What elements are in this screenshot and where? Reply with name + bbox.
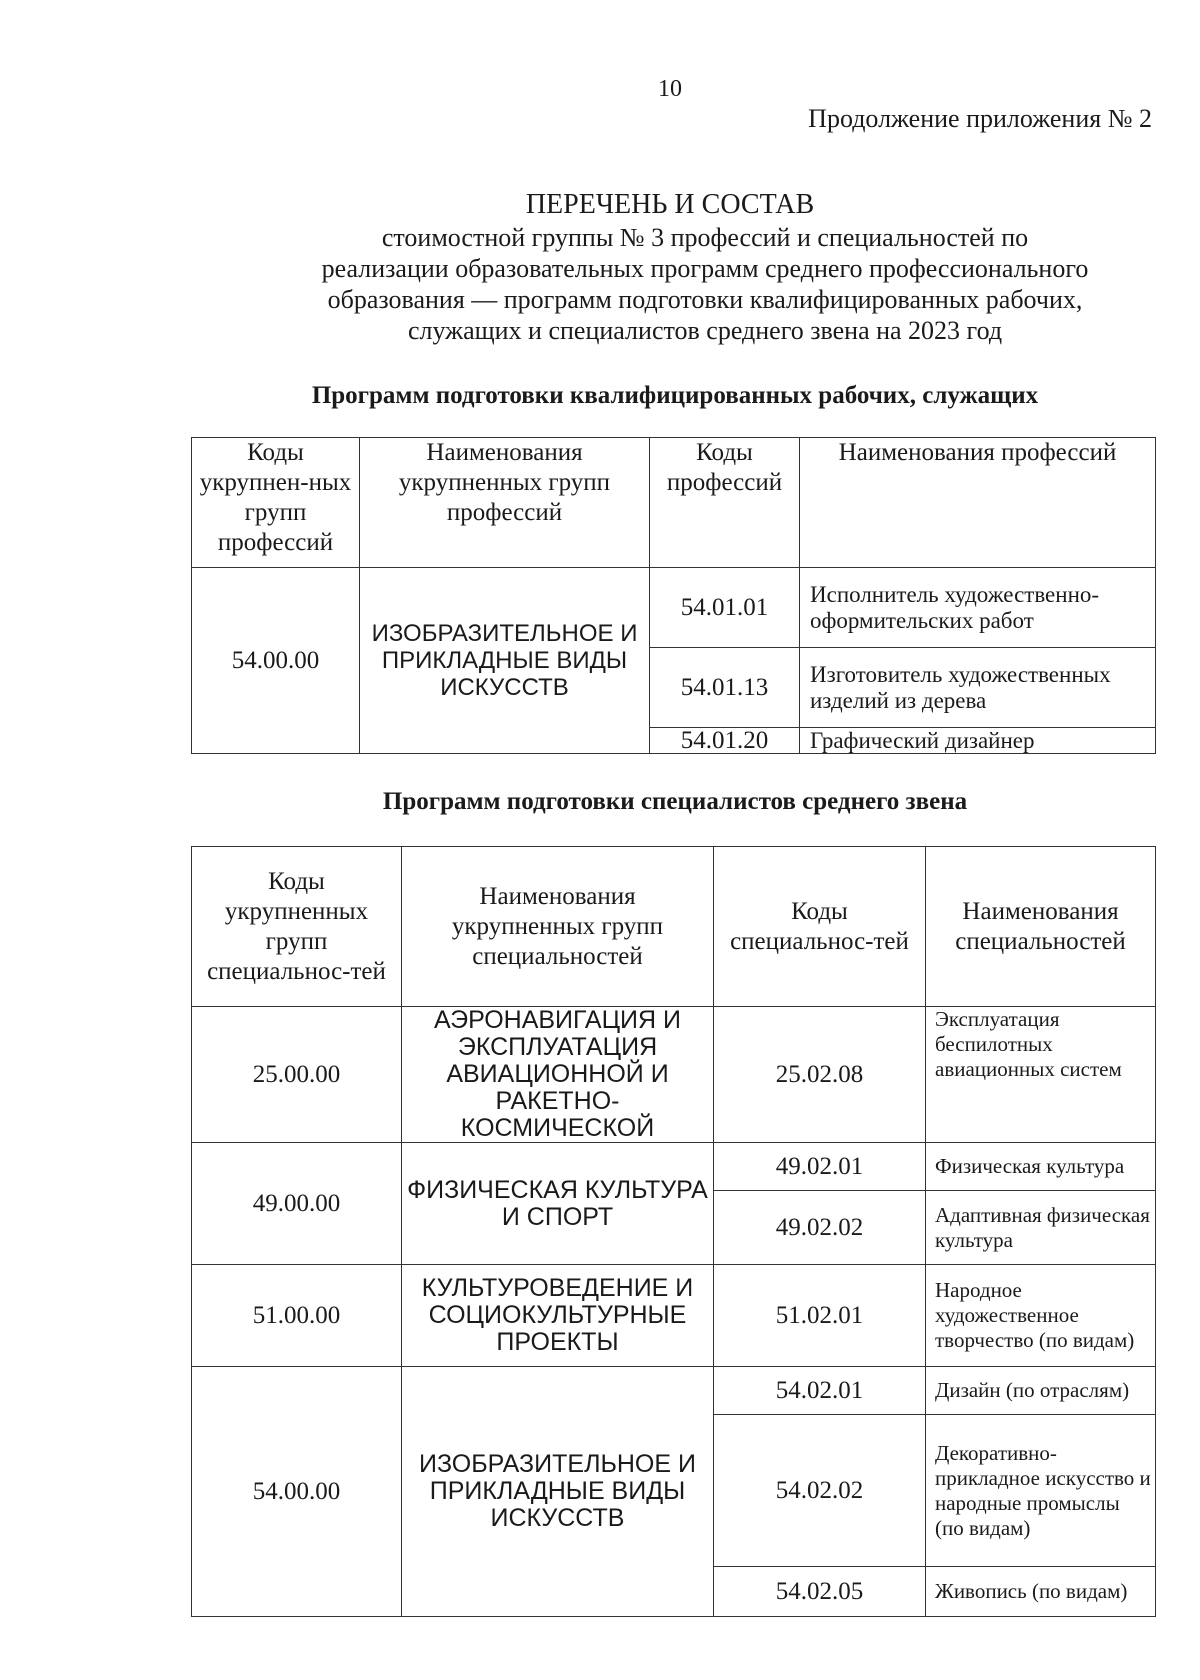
- table-row: [192, 1265, 1156, 1367]
- group-code-cell: 54.00.00: [192, 568, 360, 754]
- table-header-row: [192, 847, 1156, 1007]
- specialty-name-cell: Живопись (по видам): [926, 1567, 1156, 1617]
- specialty-code-cell: 54.02.01: [714, 1367, 926, 1415]
- section-heading-specialists: Программ подготовки специалистов среднего звена: [382, 788, 968, 815]
- profession-name-cell: Изготовитель художественных изделий из дерева: [800, 648, 1156, 728]
- page-number: 10: [658, 76, 682, 102]
- group-code-cell: 51.00.00: [192, 1265, 402, 1367]
- table-row: [192, 1143, 1156, 1191]
- header-cell: Коды укрупненных групп специальнос-тей: [192, 847, 402, 1007]
- specialty-name-cell: Декоративно-прикладное искусство и народные промыслы (по видам): [926, 1415, 1156, 1567]
- group-name-cell: АЭРОНАВИГАЦИЯ И ЭКСПЛУАТАЦИЯ АВИАЦИОННОЙ И РАКЕТНО-КОСМИЧЕСКОЙ: [402, 1007, 714, 1143]
- specialty-code-cell: 51.02.01: [714, 1265, 926, 1367]
- specialty-code-cell: 25.02.08: [714, 1007, 926, 1143]
- header-cell: Наименования укрупненных групп профессий: [360, 438, 650, 568]
- specialty-name-cell: Эксплуатация беспилотных авиационных систем: [926, 1007, 1156, 1143]
- specialty-name-cell: Дизайн (по отраслям): [926, 1367, 1156, 1415]
- group-code-cell: 54.00.00: [192, 1367, 402, 1617]
- specialty-name-cell: Физическая культура: [926, 1143, 1156, 1191]
- header-cell: Коды специальнос-тей: [714, 847, 926, 1007]
- header-cell: Наименования специальностей: [926, 847, 1156, 1007]
- group-code-cell: 25.00.00: [192, 1007, 402, 1143]
- group-code-cell: 49.00.00: [192, 1143, 402, 1265]
- specialty-code-cell: 54.02.05: [714, 1567, 926, 1617]
- group-name-cell: КУЛЬТУРОВЕДЕНИЕ И СОЦИОКУЛЬТУРНЫЕ ПРОЕКТЫ: [402, 1265, 714, 1367]
- table-row: [192, 1007, 1156, 1143]
- header-cell: Коды укрупнен-ных групп профессий: [192, 438, 360, 568]
- specialty-code-cell: 49.02.02: [714, 1191, 926, 1265]
- subtitle-line: реализации образовательных программ среднего профессионального: [321, 254, 1089, 283]
- specialty-name-cell: Народное художественное творчество (по видам): [926, 1265, 1156, 1367]
- header-cell: Наименования профессий: [800, 438, 1156, 568]
- specialty-name-cell: Адаптивная физическая культура: [926, 1191, 1156, 1265]
- group-name-cell: ИЗОБРАЗИТЕЛЬНОЕ И ПРИКЛАДНЫЕ ВИДЫ ИСКУССТВ: [402, 1367, 714, 1617]
- profession-code-cell: 54.01.20: [650, 728, 800, 754]
- subtitle-line: стоимостной группы № 3 профессий и специальностей по: [381, 223, 1029, 252]
- profession-name-cell: Графический дизайнер: [800, 728, 1156, 754]
- appendix-note: Продолжение приложения № 2: [808, 104, 1152, 133]
- document-subtitle: [270, 222, 1140, 346]
- profession-name-cell: Исполнитель художественно-оформительских работ: [800, 568, 1156, 648]
- profession-code-cell: 54.01.13: [650, 648, 800, 728]
- specialty-code-cell: 54.02.02: [714, 1415, 926, 1567]
- subtitle-line: образования — программ подготовки квалифицированных рабочих,: [327, 285, 1083, 314]
- header-cell: Наименования укрупненных групп специальностей: [402, 847, 714, 1007]
- profession-code-cell: 54.01.01: [650, 568, 800, 648]
- table-row: [192, 568, 1156, 648]
- specialty-code-cell: 49.02.01: [714, 1143, 926, 1191]
- group-name-cell: ФИЗИЧЕСКАЯ КУЛЬТУРА И СПОРТ: [402, 1143, 714, 1265]
- document-title: ПЕРЕЧЕНЬ И СОСТАВ: [525, 189, 815, 220]
- section-heading-workers: Программ подготовки квалифицированных рабочих, служащих: [311, 382, 1039, 409]
- group-name-cell: ИЗОБРАЗИТЕЛЬНОЕ И ПРИКЛАДНЫЕ ВИДЫ ИСКУССТВ: [360, 568, 650, 754]
- table-row: [192, 1367, 1156, 1415]
- table-header-row: [192, 438, 1156, 568]
- header-cell: Коды профессий: [650, 438, 800, 568]
- subtitle-line: служащих и специалистов среднего звена на 2023 год: [407, 316, 1003, 345]
- workers-professions-table: [191, 437, 1156, 754]
- specialists-table: [191, 846, 1156, 1617]
